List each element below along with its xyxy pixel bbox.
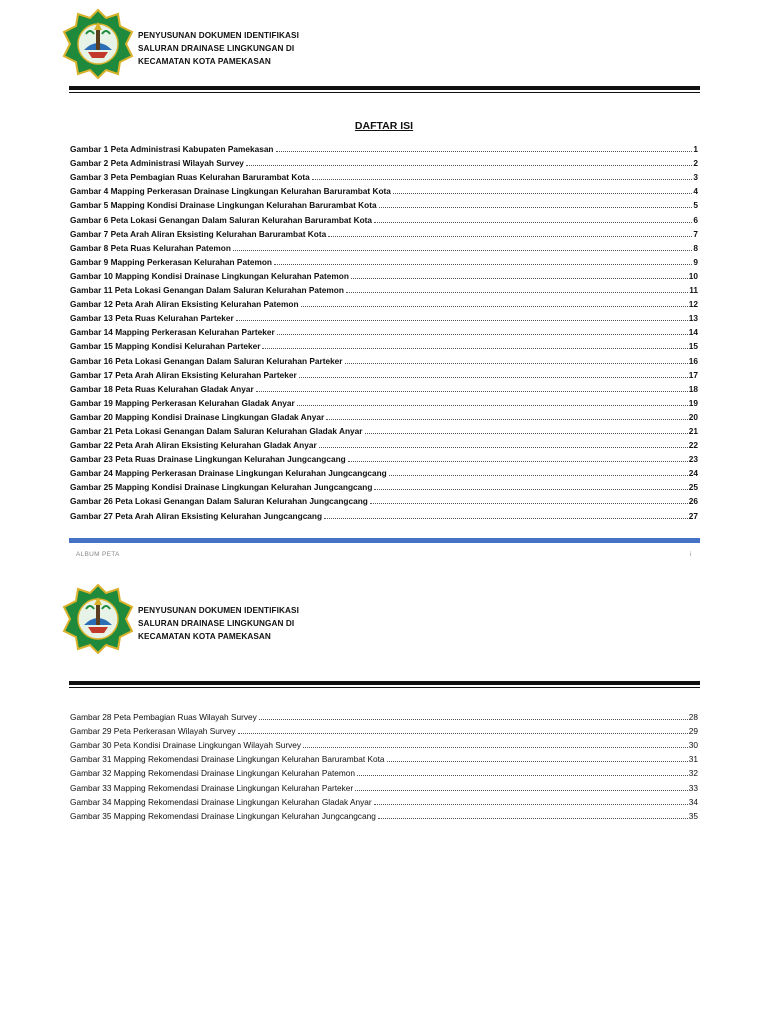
toc-entry-page: 11 bbox=[689, 285, 698, 296]
toc-entry-page: 12 bbox=[688, 299, 698, 310]
footer-label: ALBUM PETA bbox=[76, 551, 120, 558]
page-header bbox=[62, 583, 702, 663]
toc-leader-dots bbox=[312, 178, 693, 180]
toc-leader-dots bbox=[274, 263, 692, 265]
toc-entry-page: 2 bbox=[693, 158, 698, 169]
toc-leader-dots bbox=[348, 460, 688, 462]
toc-entry-page: 30 bbox=[688, 740, 698, 751]
toc-entry-label: Gambar 5 Mapping Kondisi Drainase Lingkungan Kelurahan Barurambat Kota bbox=[70, 200, 377, 211]
toc-entry-label: Gambar 6 Peta Lokasi Genangan Dalam Saluran Kelurahan Barurambat Kota bbox=[70, 214, 373, 225]
toc-entry-label: Gambar 1 Peta Administrasi Kabupaten Pamekasan bbox=[70, 144, 274, 155]
toc-leader-dots bbox=[259, 718, 688, 720]
toc-entry-page: 27 bbox=[688, 510, 698, 521]
toc-entry-label: Gambar 32 Mapping Rekomendasi Drainase Lingkungan Kelurahan Patemon bbox=[70, 768, 356, 779]
toc-entry-page: 17 bbox=[688, 369, 698, 380]
header-line-3: KECAMATAN KOTA PAMEKASAN bbox=[138, 57, 271, 66]
toc-entry[interactable] bbox=[70, 169, 698, 183]
toc-entry-page: 1 bbox=[693, 144, 698, 155]
toc-entry-page: 10 bbox=[688, 270, 698, 281]
toc-entry-label: Gambar 22 Peta Arah Aliran Eksisting Kelurahan Gladak Anyar bbox=[70, 440, 317, 451]
toc-entry[interactable] bbox=[70, 254, 698, 268]
toc-leader-dots bbox=[277, 333, 688, 335]
toc-entry-page: 34 bbox=[688, 796, 698, 807]
toc-leader-dots bbox=[236, 319, 688, 321]
header-line-1: PENYUSUNAN DOKUMEN IDENTIFIKASI bbox=[138, 606, 299, 615]
toc-leader-dots bbox=[365, 432, 688, 434]
toc-entry[interactable] bbox=[70, 310, 698, 324]
toc-entry[interactable] bbox=[70, 423, 698, 437]
toc-entry-label: Gambar 31 Mapping Rekomendasi Drainase Lingkungan Kelurahan Barurambat Kota bbox=[70, 754, 385, 765]
toc-entry[interactable] bbox=[70, 197, 698, 211]
toc-leader-dots bbox=[303, 746, 688, 748]
toc-leader-dots bbox=[378, 817, 688, 819]
header-line-2: SALURAN DRAINASE LINGKUNGAN DI bbox=[138, 44, 295, 53]
toc-entry[interactable] bbox=[70, 183, 698, 197]
toc-leader-dots bbox=[233, 249, 692, 251]
toc-entry-page: 31 bbox=[688, 754, 698, 765]
toc-leader-dots bbox=[370, 502, 688, 504]
toc-entry[interactable] bbox=[70, 808, 698, 822]
toc-entry-page: 23 bbox=[688, 454, 698, 465]
toc-entry-page: 3 bbox=[693, 172, 698, 183]
toc-leader-dots bbox=[393, 192, 692, 194]
toc-leader-dots bbox=[326, 418, 688, 420]
toc-entry-page: 16 bbox=[688, 355, 698, 366]
toc-leader-dots bbox=[246, 164, 692, 166]
toc-entry-label: Gambar 4 Mapping Perkerasan Drainase Lingkungan Kelurahan Barurambat Kota bbox=[70, 186, 391, 197]
toc-entry[interactable] bbox=[70, 211, 698, 225]
toc-entry-page: 22 bbox=[688, 440, 698, 451]
toc-entry-page: 7 bbox=[693, 228, 698, 239]
toc-entry[interactable] bbox=[70, 465, 698, 479]
toc-entry-label: Gambar 25 Mapping Kondisi Drainase Lingkungan Kelurahan Jungcangcang bbox=[70, 482, 373, 493]
footer-bar bbox=[69, 538, 700, 543]
toc-entry-label: Gambar 17 Peta Arah Aliran Eksisting Kelurahan Parteker bbox=[70, 369, 297, 380]
toc-entry-label: Gambar 24 Mapping Perkerasan Drainase Lingkungan Kelurahan Jungcangcang bbox=[70, 468, 387, 479]
page-header bbox=[62, 8, 702, 88]
toc-entry[interactable] bbox=[70, 155, 698, 169]
header-rule-thick bbox=[69, 86, 700, 90]
toc-entry[interactable] bbox=[70, 779, 698, 793]
header-line-3: KECAMATAN KOTA PAMEKASAN bbox=[138, 632, 271, 641]
header-rule-thick bbox=[69, 681, 700, 685]
toc-entry-page: 29 bbox=[688, 726, 698, 737]
toc-entry-label: Gambar 35 Mapping Rekomendasi Drainase Lingkungan Kelurahan Jungcangcang bbox=[70, 810, 376, 821]
toc-entry-label: Gambar 34 Mapping Rekomendasi Drainase Lingkungan Kelurahan Gladak Anyar bbox=[70, 796, 372, 807]
toc-entry-label: Gambar 14 Mapping Perkerasan Kelurahan Parteker bbox=[70, 327, 275, 338]
regency-logo-icon bbox=[62, 8, 134, 80]
toc-entry-label: Gambar 27 Peta Arah Aliran Eksisting Kelurahan Jungcangcang bbox=[70, 510, 323, 521]
header-title bbox=[138, 29, 299, 68]
toc-entry-label: Gambar 18 Peta Ruas Kelurahan Gladak Anyar bbox=[70, 383, 254, 394]
toc-leader-dots bbox=[374, 221, 692, 223]
toc-entry[interactable] bbox=[70, 451, 698, 465]
toc-entry-label: Gambar 3 Peta Pembagian Ruas Kelurahan Barurambat Kota bbox=[70, 172, 310, 183]
toc-entry[interactable] bbox=[70, 226, 698, 240]
toc-entry-label: Gambar 21 Peta Lokasi Genangan Dalam Saluran Kelurahan Gladak Anyar bbox=[70, 425, 363, 436]
toc-entry-page: 28 bbox=[688, 712, 698, 723]
toc-entry-page: 32 bbox=[688, 768, 698, 779]
toc-entry-label: Gambar 26 Peta Lokasi Genangan Dalam Saluran Kelurahan Jungcangcang bbox=[70, 496, 368, 507]
header-rule-thin bbox=[69, 92, 700, 93]
toc-entry-label: Gambar 29 Peta Perkerasan Wilayah Survey bbox=[70, 726, 236, 737]
toc-entry-page: 21 bbox=[688, 425, 698, 436]
toc-entry-page: 6 bbox=[693, 214, 698, 225]
toc-title: DAFTAR ISI bbox=[354, 120, 414, 132]
toc-leader-dots bbox=[389, 474, 688, 476]
toc-entry-page: 25 bbox=[688, 482, 698, 493]
toc-leader-dots bbox=[357, 774, 688, 776]
toc-entry-page: 20 bbox=[688, 411, 698, 422]
toc-leader-dots bbox=[299, 376, 688, 378]
table-of-contents-continued bbox=[70, 709, 698, 822]
toc-entry-page: 13 bbox=[688, 313, 698, 324]
table-of-contents bbox=[70, 141, 698, 522]
toc-entry-page: 4 bbox=[693, 186, 698, 197]
toc-entry[interactable] bbox=[70, 296, 698, 310]
footer-page-number: i bbox=[690, 551, 692, 558]
toc-leader-dots bbox=[319, 446, 688, 448]
toc-leader-dots bbox=[374, 488, 687, 490]
toc-entry[interactable] bbox=[70, 282, 698, 296]
toc-entry-label: Gambar 28 Peta Pembagian Ruas Wilayah Survey bbox=[70, 712, 257, 723]
toc-entry[interactable] bbox=[70, 493, 698, 507]
toc-leader-dots bbox=[387, 760, 688, 762]
header-line-1: PENYUSUNAN DOKUMEN IDENTIFIKASI bbox=[138, 31, 299, 40]
toc-entry[interactable] bbox=[70, 751, 698, 765]
toc-entry[interactable] bbox=[70, 794, 698, 808]
toc-entry[interactable] bbox=[70, 479, 698, 493]
toc-entry-label: Gambar 13 Peta Ruas Kelurahan Parteker bbox=[70, 313, 234, 324]
toc-leader-dots bbox=[355, 789, 688, 791]
toc-entry-label: Gambar 33 Mapping Rekomendasi Drainase Lingkungan Kelurahan Parteker bbox=[70, 782, 354, 793]
toc-entry-page: 15 bbox=[688, 341, 698, 352]
toc-entry-label: Gambar 11 Peta Lokasi Genangan Dalam Saluran Kelurahan Patemon bbox=[70, 285, 344, 296]
toc-entry-label: Gambar 19 Mapping Perkerasan Kelurahan Gladak Anyar bbox=[70, 397, 295, 408]
toc-entry-label: Gambar 2 Peta Administrasi Wilayah Survey bbox=[70, 158, 244, 169]
toc-entry-label: Gambar 10 Mapping Kondisi Drainase Lingkungan Kelurahan Patemon bbox=[70, 270, 349, 281]
toc-entry[interactable] bbox=[70, 240, 698, 254]
toc-leader-dots bbox=[379, 206, 693, 208]
toc-leader-dots bbox=[346, 291, 688, 293]
toc-leader-dots bbox=[324, 517, 688, 519]
toc-entry-label: Gambar 8 Peta Ruas Kelurahan Patemon bbox=[70, 242, 231, 253]
toc-entry[interactable] bbox=[70, 338, 698, 352]
toc-entry-label: Gambar 30 Peta Kondisi Drainase Lingkungan Wilayah Survey bbox=[70, 740, 302, 751]
toc-leader-dots bbox=[301, 305, 688, 307]
toc-leader-dots bbox=[345, 362, 688, 364]
toc-entry[interactable] bbox=[70, 437, 698, 451]
toc-entry[interactable] bbox=[70, 367, 698, 381]
toc-entry-page: 24 bbox=[688, 468, 698, 479]
toc-entry-page: 26 bbox=[688, 496, 698, 507]
toc-entry-label: Gambar 7 Peta Arah Aliran Eksisting Kelurahan Barurambat Kota bbox=[70, 228, 327, 239]
toc-entry[interactable] bbox=[70, 737, 698, 751]
toc-entry-label: Gambar 23 Peta Ruas Drainase Lingkungan Kelurahan Jungcangcang bbox=[70, 454, 346, 465]
toc-entry[interactable] bbox=[70, 723, 698, 737]
toc-entry[interactable] bbox=[70, 381, 698, 395]
toc-entry-page: 5 bbox=[693, 200, 698, 211]
toc-leader-dots bbox=[351, 277, 688, 279]
toc-entry-label: Gambar 9 Mapping Perkerasan Kelurahan Patemon bbox=[70, 256, 272, 267]
toc-entry-page: 19 bbox=[688, 397, 698, 408]
header-title bbox=[138, 604, 299, 643]
toc-entry[interactable] bbox=[70, 765, 698, 779]
toc-entry-label: Gambar 15 Mapping Kondisi Kelurahan Parteker bbox=[70, 341, 261, 352]
toc-entry-page: 14 bbox=[688, 327, 698, 338]
header-rule-thin bbox=[69, 687, 700, 688]
document-page-2 bbox=[0, 575, 768, 1024]
toc-entry-page: 33 bbox=[688, 782, 698, 793]
toc-leader-dots bbox=[276, 150, 693, 152]
header-line-2: SALURAN DRAINASE LINGKUNGAN DI bbox=[138, 619, 295, 628]
toc-leader-dots bbox=[328, 235, 692, 237]
toc-entry[interactable] bbox=[70, 395, 698, 409]
toc-leader-dots bbox=[256, 390, 688, 392]
toc-entry-page: 9 bbox=[693, 256, 698, 267]
toc-entry[interactable] bbox=[70, 324, 698, 338]
toc-entry[interactable] bbox=[70, 268, 698, 282]
toc-leader-dots bbox=[297, 404, 688, 406]
toc-entry[interactable] bbox=[70, 141, 698, 155]
toc-entry-page: 35 bbox=[688, 810, 698, 821]
toc-entry[interactable] bbox=[70, 709, 698, 723]
toc-entry-label: Gambar 12 Peta Arah Aliran Eksisting Kelurahan Patemon bbox=[70, 299, 299, 310]
toc-entry-label: Gambar 16 Peta Lokasi Genangan Dalam Saluran Kelurahan Parteker bbox=[70, 355, 343, 366]
toc-leader-dots bbox=[374, 803, 688, 805]
toc-leader-dots bbox=[238, 732, 688, 734]
toc-entry-page: 8 bbox=[693, 242, 698, 253]
toc-entry[interactable] bbox=[70, 507, 698, 521]
toc-leader-dots bbox=[262, 347, 687, 349]
toc-entry-label: Gambar 20 Mapping Kondisi Drainase Lingkungan Gladak Anyar bbox=[70, 411, 325, 422]
toc-entry-page: 18 bbox=[688, 383, 698, 394]
regency-logo-icon bbox=[62, 583, 134, 655]
toc-entry[interactable] bbox=[70, 352, 698, 366]
toc-entry[interactable] bbox=[70, 409, 698, 423]
